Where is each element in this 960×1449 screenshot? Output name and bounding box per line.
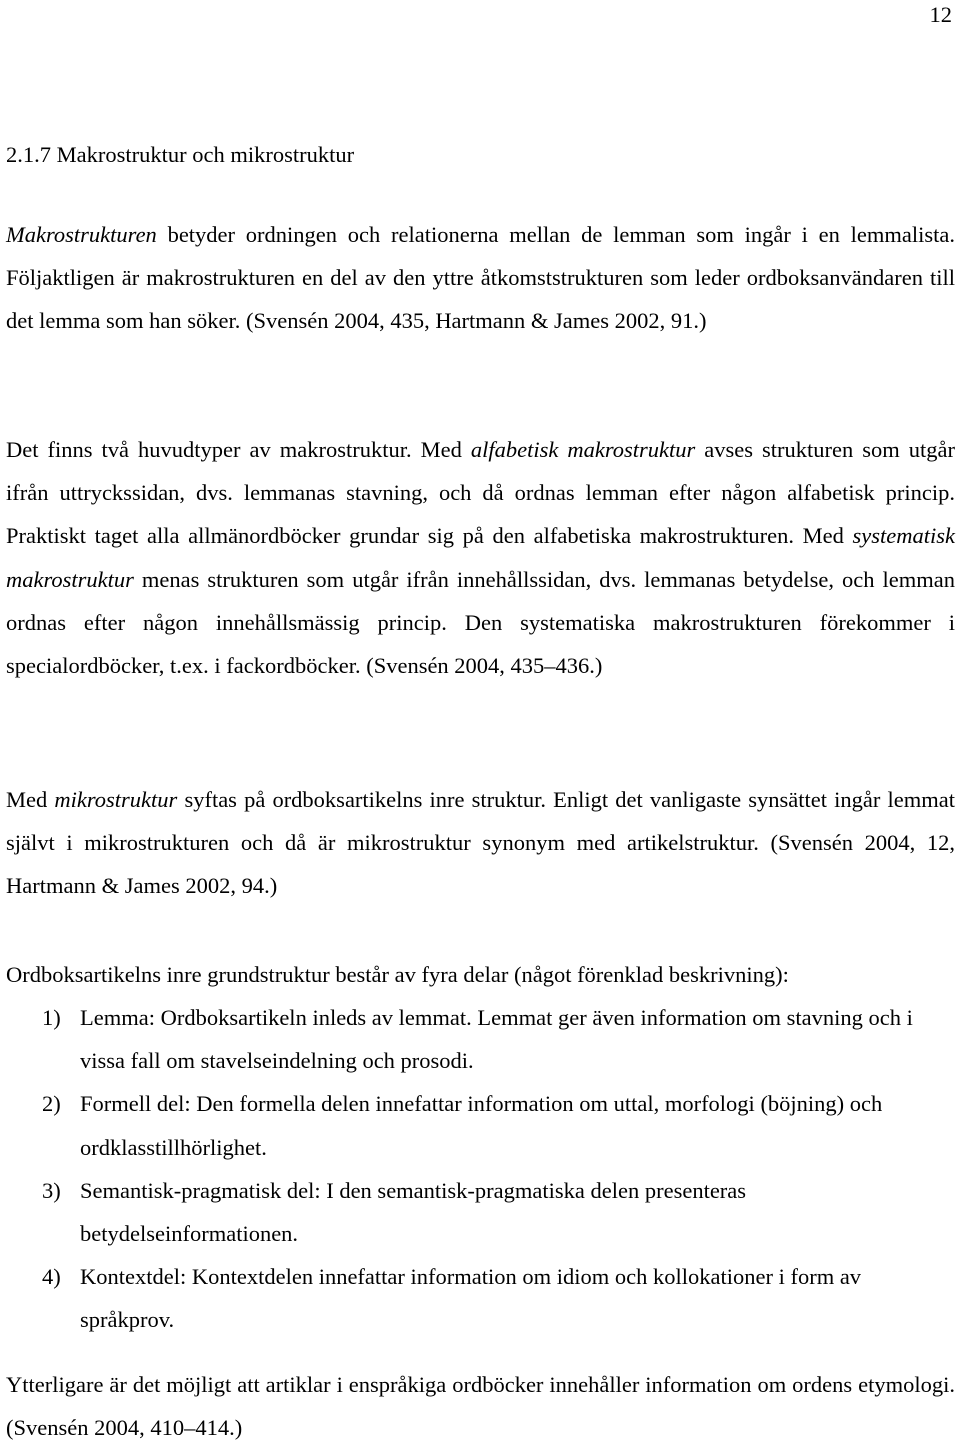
- paragraph-text: Med: [6, 787, 55, 812]
- paragraph-text: menas strukturen som utgår ifrån innehållssidan, dvs. lemmanas betydelse, och lemman ordnas efter någon innehållsmässig princip. Den systematiska makrostrukturen förekommer i specialordböcker, t.ex. i fackordböcker. (Svensén 2004, 435–436.): [6, 566, 955, 679]
- term-makrostrukturen: Makrostrukturen: [6, 222, 157, 247]
- term-alfabetisk-makrostruktur: alfabetisk makrostruktur: [470, 437, 696, 462]
- paragraph-etymologi: Ytterligare är det möjligt att artiklar i enspråkiga ordböcker innehåller information om ordens etymologi. (Svensén 2004, 410–414.): [6, 1372, 955, 1441]
- paragraph-makrostruktur-definition: [6, 213, 955, 343]
- list-item: [6, 1255, 955, 1341]
- paragraph-text: Det finns två huvudtyper av makrostruktur. Med: [6, 437, 471, 462]
- list-item: [6, 996, 955, 1082]
- list-item-text: Lemma: Ordboksartikeln inleds av lemmat. Lemmat ger även information om stavning och i vissa fall om stavelseindelning och prosodi.: [80, 1005, 913, 1074]
- grundstruktur-list: [6, 996, 955, 1342]
- paragraph-text: avses strukturen som utgår ifrån uttryckssidan, dvs. lemmanas stavning, och då ordnas lemman efter någon alfabetisk princip. Praktiskt taget alla allmänordböcker grundar sig på den alfabetiska makrostrukturen. Med: [6, 437, 955, 549]
- term-mikrostruktur: mikrostruktur: [54, 787, 178, 812]
- page-number: 12: [929, 2, 952, 27]
- list-item-text: Semantisk-pragmatisk del: I den semantisk-pragmatiska delen presenteras betydelseinformationen.: [80, 1177, 747, 1247]
- section-heading: 2.1.7 Makrostruktur och mikrostruktur: [6, 142, 355, 167]
- paragraph-text: betyder ordningen och relationerna mellan de lemman som ingår i en lemmalista. Följaktligen är makrostrukturen en del av den yttre åtkomststrukturen som leder ordboksanvändaren till det lemma som han söker. (Svensén 2004, 435, Hartmann & James 2002, 91.): [6, 222, 955, 334]
- list-item-text: Kontextdel: Kontextdelen innefattar information om idiom och kollokationer i form av språkprov.: [80, 1264, 862, 1333]
- paragraph-text: syftas på ordboksartikelns inre struktur. Enligt det vanligaste synsättet ingår lemmat självt i mikrostrukturen och då är mikrostruktur synonym med artikelstruktur. (Svensén 2004, 12, Hartmann & James 2002, 94.): [6, 787, 956, 899]
- list-item-number: 2): [42, 1091, 61, 1117]
- list-item-number: 3): [42, 1177, 61, 1203]
- paragraph-mikrostruktur: [6, 778, 955, 908]
- paragraph-makrostruktur-types: [6, 428, 955, 687]
- term-systematisk-makrostruktur: systematisk makrostruktur: [6, 523, 955, 592]
- paragraph-grundstruktur-intro: Ordboksartikelns inre grundstruktur består av fyra delar (något förenklad beskrivning):: [6, 962, 789, 987]
- list-item: [6, 1169, 955, 1255]
- list-item-number: 4): [42, 1264, 61, 1290]
- list-item: [6, 1082, 955, 1168]
- list-item-text: Formell del: Den formella delen innefattar information om uttal, morfologi (böjning) och ordklasstillhörlighet.: [80, 1091, 883, 1160]
- list-item-number: 1): [42, 1005, 61, 1030]
